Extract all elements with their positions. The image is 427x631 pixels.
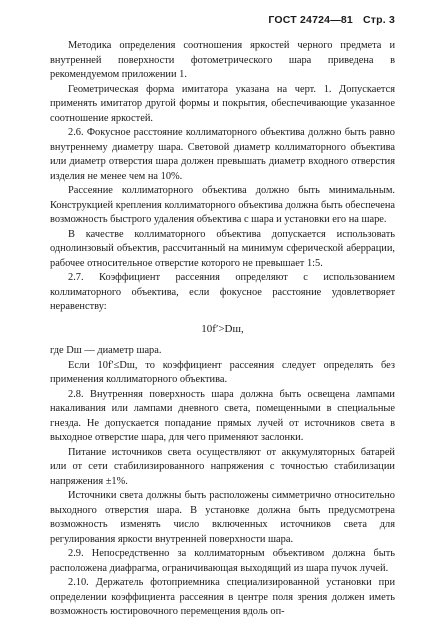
paragraph-section-2-9: 2.9. Непосредственно за коллиматорным объективом должна быть расположена диафрагма, ограничивающая выходящий из шара пучок лучей. (50, 548, 395, 574)
standard-number: ГОСТ 24724—81 (268, 14, 353, 26)
formula-explanation: где Dш — диаметр шара. (50, 345, 162, 356)
paragraph-section-2-7: 2.7. Коэффициент рассеяния определяют с использованием коллиматорного объектива, если фокусное расстояние удовлетворяет неравенству: (50, 272, 395, 312)
paragraph: Питание источников света осуществляют от аккумуляторных батарей или от сети стабилизированного напряжения с точностью стабилизации напряжения ±1%. (50, 446, 395, 487)
formula-inequality: 10f′>Dш, (201, 322, 244, 335)
page-header (268, 13, 395, 28)
paragraph: Если 10f′≤Dш, то коэффициент рассеяния следует определять без применения коллиматорного объектива. (50, 359, 395, 385)
page-number: Стр. 3 (362, 14, 395, 26)
paragraph: В качестве коллиматорного объектива допускается использовать однолинзовый объектив, рассчитанный на минимум сферической аберрации, рабочее относительное отверстие которого не превышает 1:5. (50, 228, 395, 269)
paragraph-section-2-6: 2.6. Фокусное расстояние коллиматорного объектива должно быть равно внутреннему диаметру шара. Световой диаметр коллиматорного объектива или диаметр отверстия шара должен превышать диаметр входного отверстия изделия не менее чем на 10%. (50, 127, 395, 182)
paragraph: Рассеяние коллиматорного объектива должно быть минимальным. Конструкцией крепления коллиматорного объектива должна быть обеспечена возможность быстрого удаления объектива с шара и установки его на шаре. (50, 185, 395, 225)
paragraph-section-2-10: 2.10. Держатель фотоприемника специализированной установки при определении коэффициента рассеяния в центре поля зрения должен иметь возможность юстировочного перемещения вдоль оп- (50, 577, 395, 617)
document-body (50, 39, 395, 620)
paragraph: Источники света должны быть расположены симметрично относительно выходного отверстия шара. В установке должна быть предусмотрена возможность изменять число включенных источников света для регулирования яркости внутренней поверхности шара. (50, 490, 395, 545)
paragraph-section-2-8: 2.8. Внутренняя поверхность шара должна быть освещена лампами накаливания или лампами дневного света, помещенными в специальные гнезда. Не допускается попадание прямых лучей от источников света в выходное отверстие шара, для чего применяют заслонки. (50, 388, 395, 443)
paragraph: Геометрическая форма имитатора указана на черт. 1. Допускается применять имитатор другой формы и покрытия, обеспечивающие указанное соотношение яркостей. (50, 83, 395, 124)
paragraph: Методика определения соотношения яркостей черного предмета и внутренней поверхности фотометрического шара приведена в рекомендуемом приложении 1. (50, 40, 395, 80)
